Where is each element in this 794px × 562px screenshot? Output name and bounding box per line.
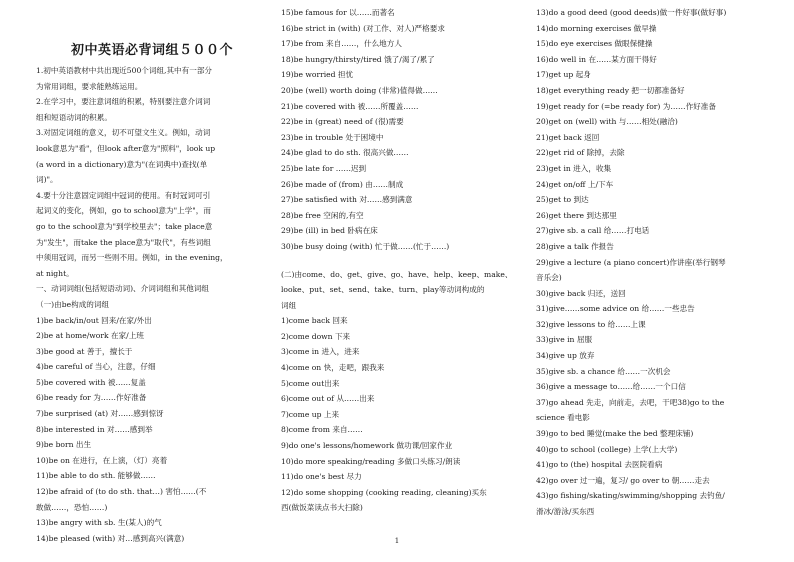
text-line: 3)come in 进入，进来 <box>281 347 360 357</box>
text-line: 27)be satisfied with 对……感到满意 <box>281 195 413 205</box>
text-line: 8)come from 来自…… <box>281 425 363 435</box>
text-line: 26)get there 到达那里 <box>536 210 617 220</box>
text-line: 13)do a good deed (good deeds)做一件好事(做好事) <box>536 8 727 17</box>
text-line: 10)be on 在进行，在上演，（灯）亮着 <box>36 455 168 465</box>
text-line: 26)be made of (from) 由……制成 <box>281 179 404 189</box>
text-line: 24)get on/off 上/下车 <box>536 179 614 189</box>
text-line: 滑冰/游泳/买东西 <box>536 507 595 516</box>
text-line: 1)be back/in/out 回来/在家/外出 <box>36 315 152 325</box>
text-line: 17)be from 来自……，什么地方人 <box>281 39 402 49</box>
text-line: 43)go fishing/skating/swimming/shopping 去钓鱼/ <box>536 491 725 501</box>
section-gap <box>281 255 526 262</box>
text-line: 14)do morning exercises 做早操 <box>536 23 657 33</box>
text-line: 9)be born 出生 <box>36 440 92 450</box>
text-line: 词组 <box>281 300 297 310</box>
text-line: 30)give back 归还，送回 <box>536 288 626 298</box>
text-line: 18)be hungry/thirsty/tired 饿了/渴了/累了 <box>281 54 435 64</box>
text-line: 35)give sb. a chance 给……一次机会 <box>536 366 671 376</box>
text-line: （一)由be构成的词组 <box>36 299 110 309</box>
text-line: 5)come out出来 <box>281 378 340 388</box>
text-line: 28)give a talk 作报告 <box>536 241 614 251</box>
column-2-verb-phrases <box>281 267 526 517</box>
text-line: 2)come down 下来 <box>281 331 351 341</box>
text-line: 23)get in 进入，收集 <box>536 163 612 173</box>
text-line: 1.初中英语教材中共出现近500个词组,其中有一部分 <box>36 66 213 75</box>
text-line: 20)get on (well) with 与……相处(融洽) <box>536 117 678 127</box>
text-line: 34)give up 放弃 <box>536 351 595 361</box>
text-line: look意思为"看"，但look after意为"照料"，look up <box>36 143 216 153</box>
text-line: 25)get to 到达 <box>536 195 589 205</box>
text-line: 20)be (well) worth doing (非常)值得做…… <box>281 85 438 95</box>
text-line: 7)come up 上来 <box>281 409 340 419</box>
text-line: 16)be strict in (with) (对工作、对人)严格要求 <box>281 23 445 33</box>
text-line: 9)do one's lessons/homework 做功课/回家作业 <box>281 441 453 451</box>
document-title: 初中英语必背词组５００个 <box>70 43 233 58</box>
text-line: 音乐会) <box>536 273 562 283</box>
column-2-be-phrases <box>281 5 526 255</box>
text-line: looke、put、set、send、take、turn、play等动词构成的 <box>281 285 485 295</box>
text-line: 33)give in 屈服 <box>536 335 593 345</box>
text-line: 22)be in (great) need of (很)需要 <box>281 117 404 127</box>
text-line: 28)be free 空闲的,有空 <box>281 210 364 220</box>
text-line: 17)get up 起身 <box>536 70 591 80</box>
text-line: 13)be angry with sb. 生(某人)的气 <box>36 518 162 528</box>
text-line: 敢做……，恐怕……) <box>36 502 108 512</box>
text-line: 5)be covered with 被……复盖 <box>36 377 146 387</box>
text-line: 7)be surprised (at) 对……感到惊讶 <box>36 409 164 419</box>
text-line: 3)be good at 善于，擅长于 <box>36 346 133 356</box>
text-line: (a word in a dictionary)意为"(在词典中)查找(单 <box>36 159 208 169</box>
text-line: 30)be busy doing (with) 忙于做……(忙于……) <box>281 241 450 251</box>
text-line: 1)come back 回来 <box>281 316 348 326</box>
column-3-lines <box>536 5 776 520</box>
text-line: 29)be (ill) in bed 卧病在床 <box>281 226 378 236</box>
text-line: 16)do well in 在……某方面干得好 <box>536 54 657 64</box>
text-line: 11)do one's best 尽力 <box>281 472 362 482</box>
text-line: 18)get everything ready 把一切都准备好 <box>536 85 685 95</box>
text-line: 11)be able to do sth. 能够做…… <box>36 471 156 481</box>
column-1 <box>36 0 268 546</box>
text-line: 2)be at home/work 在家/上班 <box>36 331 144 341</box>
text-line: 25)be late for ……迟到 <box>281 163 367 173</box>
column-2 <box>281 0 526 516</box>
text-line: 6)come out of 从……出来 <box>281 394 375 404</box>
text-line: 15)do eye exercises 做眼保健操 <box>536 39 653 49</box>
text-line: 中须用冠词，而另一些则不用。例如，in the evening， <box>36 253 228 263</box>
text-line: 15)be famous for 以……而著名 <box>281 8 395 17</box>
column-1-lines <box>36 63 268 546</box>
text-line: 为常用词组，要求能熟练运用。 <box>36 81 143 91</box>
text-line: (二)由come、do、get、give、go、have、help、keep、make、 <box>281 269 513 279</box>
text-line: 4)come on 快，走吧，跟我来 <box>281 363 385 373</box>
text-line: 39)go to bed 睡觉(make the bed 整理床铺) <box>536 429 694 439</box>
text-line: 36)give a message to……给……一个口信 <box>536 382 686 392</box>
text-line: 29)give a lecture (a piano concert)作讲座(举行钢琴 <box>536 257 726 267</box>
text-line: 42)go over 过一遍，复习/ go over to 朝……走去 <box>536 475 710 485</box>
text-line: 2.在学习中，要注意词组的积累，特别要注意介词词 <box>36 97 211 107</box>
text-line: 12)be afraid of (to do sth. that…) 害怕……(不 <box>36 487 207 497</box>
text-line: go to the school意为"到学校里去"；take place意 <box>36 221 213 231</box>
text-line: 4)be careful of 当心，注意，仔细 <box>36 362 156 372</box>
text-line: 41)go to (the) hospital 去医院看病 <box>536 460 663 470</box>
text-line: 14)be pleased (with) 对…感到高兴(满意) <box>36 533 185 543</box>
text-line: 37)go ahead 先走，向前走，去吧，干吧38)go to the <box>536 397 725 407</box>
text-line: at night。 <box>36 268 74 278</box>
text-line: 一、动词词组(包括短语动词)、介词词组和其他词组 <box>36 284 209 294</box>
text-line: 西(做饭菜读点书大扫除) <box>281 503 363 513</box>
text-line: 24)be glad to do sth. 很高兴做…… <box>281 148 409 158</box>
text-line: 12)do some shopping (cooking reading, cleaning)买东 <box>281 487 487 497</box>
page-number: 1 <box>394 537 400 545</box>
text-line: 为"发生"，而take the place意为"取代"，有些词组 <box>36 237 211 247</box>
text-line: 3.对固定词组的意义，切不可望文生义。例如，动词 <box>36 128 211 138</box>
text-line: science 看电影 <box>536 413 590 423</box>
text-line: 8)be interested in 对……感到举 <box>36 424 153 434</box>
text-line: 词)"。 <box>36 175 58 185</box>
text-line: 40)go to school (college) 上学(上大学) <box>536 444 678 454</box>
text-line: 6)be ready for 为……作好准备 <box>36 393 147 403</box>
text-line: 21)get back 返回 <box>536 132 600 142</box>
text-line: 10)do more speaking/reading 多做口头练习/朗读 <box>281 456 461 466</box>
text-line: 起词义的变化，例如，go to school意为"上学"，而 <box>36 206 211 216</box>
column-3 <box>536 0 776 520</box>
text-line: 19)be worried 担忧 <box>281 70 354 80</box>
text-line: 组和短语动词的积累。 <box>36 112 112 122</box>
text-line: 21)be covered with 被……所覆盖…… <box>281 101 419 111</box>
text-line: 27)give sb. a call 给……打电话 <box>536 226 650 236</box>
text-line: 4.要十分注意固定词组中冠词的使用。有时冠词可引 <box>36 190 211 200</box>
text-line: 32)give lessons to 给……上课 <box>536 319 646 329</box>
text-line: 23)be in trouble 处于困境中 <box>281 132 384 142</box>
text-line: 22)get rid of 除掉，去除 <box>536 148 625 158</box>
text-line: 19)get ready for (=be ready for) 为……作好准备 <box>536 101 716 111</box>
text-line: 31)give……some advice on 给……一些忠告 <box>536 304 695 314</box>
